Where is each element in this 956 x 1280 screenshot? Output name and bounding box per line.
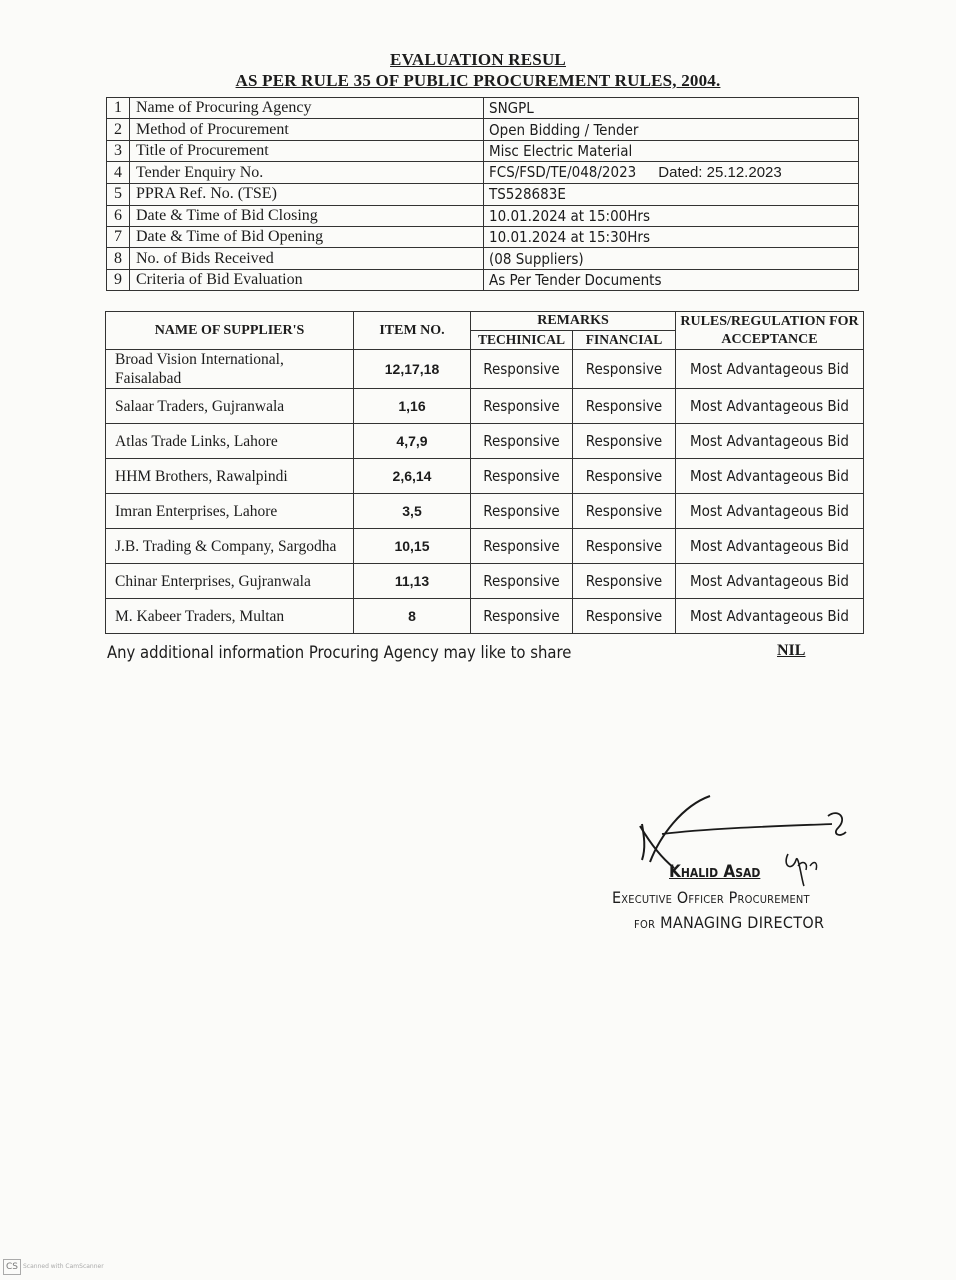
technical-remark: Responsive <box>471 350 573 389</box>
info-value-cell <box>484 205 859 226</box>
info-label: Date & Time of Bid Opening <box>130 226 484 247</box>
info-row <box>107 119 859 140</box>
info-row <box>107 248 859 269</box>
supplier-name: J.B. Trading & Company, Sargodha <box>106 529 354 564</box>
financial-remark: Responsive <box>573 494 676 529</box>
table-row <box>106 599 864 634</box>
technical-remark: Responsive <box>471 424 573 459</box>
table-row <box>106 424 864 459</box>
info-row <box>107 226 859 247</box>
info-number: 1 <box>107 98 130 119</box>
signatory-for-line: for MANAGING DIRECTOR <box>634 913 825 932</box>
header-remarks: REMARKS <box>471 312 676 331</box>
item-numbers: 10,15 <box>354 529 471 564</box>
signatory-title: Executive Officer Procurement <box>612 888 810 907</box>
supplier-name: Imran Enterprises, Lahore <box>106 494 354 529</box>
header-rules-regulation: RULES/REGULATION FOR ACCEPTANCE <box>676 312 864 350</box>
info-value: SNGPL <box>489 99 534 118</box>
table-row <box>106 459 864 494</box>
info-value: TS528683E <box>489 185 566 204</box>
additional-info-text: Any additional information Procuring Agency may like to share <box>107 643 572 662</box>
item-numbers: 1,16 <box>354 389 471 424</box>
item-numbers: 4,7,9 <box>354 424 471 459</box>
info-row <box>107 269 859 290</box>
info-value: FCS/FSD/TE/048/2023 <box>489 163 637 182</box>
info-row <box>107 205 859 226</box>
supplier-name: Broad Vision International, Faisalabad <box>106 350 354 389</box>
acceptance-rule: Most Advantageous Bid <box>676 350 864 389</box>
info-value: 10.01.2024 at 15:00Hrs <box>489 206 650 225</box>
supplier-table-body <box>106 350 864 634</box>
item-numbers: 2,6,14 <box>354 459 471 494</box>
info-number: 9 <box>107 269 130 290</box>
info-label: Title of Procurement <box>130 140 484 161</box>
info-value: As Per Tender Documents <box>489 270 662 289</box>
header-supplier-name: NAME OF SUPPLIER'S <box>106 312 354 350</box>
item-numbers: 11,13 <box>354 564 471 599</box>
technical-remark: Responsive <box>471 494 573 529</box>
info-value: (08 Suppliers) <box>489 249 584 268</box>
header-technical: TECHINICAL <box>471 331 573 350</box>
info-number: 4 <box>107 162 130 184</box>
info-label: No. of Bids Received <box>130 248 484 269</box>
supplier-name: HHM Brothers, Rawalpindi <box>106 459 354 494</box>
info-row <box>107 162 859 184</box>
info-label: Name of Procuring Agency <box>130 98 484 119</box>
info-number: 7 <box>107 226 130 247</box>
camscanner-watermark: Scanned with CamScanner <box>23 1263 104 1270</box>
financial-remark: Responsive <box>573 599 676 634</box>
technical-remark: Responsive <box>471 564 573 599</box>
technical-remark: Responsive <box>471 459 573 494</box>
table-row <box>106 350 864 389</box>
acceptance-rule: Most Advantageous Bid <box>676 599 864 634</box>
info-row <box>107 140 859 161</box>
info-label: Method of Procurement <box>130 119 484 140</box>
supplier-name: Salaar Traders, Gujranwala <box>106 389 354 424</box>
acceptance-rule: Most Advantageous Bid <box>676 494 864 529</box>
info-dated: Dated: 25.12.2023 <box>658 164 782 182</box>
info-row <box>107 98 859 119</box>
procurement-info-table <box>106 97 859 291</box>
financial-remark: Responsive <box>573 459 676 494</box>
acceptance-rule: Most Advantageous Bid <box>676 389 864 424</box>
supplier-name: Atlas Trade Links, Lahore <box>106 424 354 459</box>
info-number: 8 <box>107 248 130 269</box>
info-label: Date & Time of Bid Closing <box>130 205 484 226</box>
supplier-name: M. Kabeer Traders, Multan <box>106 599 354 634</box>
document-subtitle: AS PER RULE 35 OF PUBLIC PROCUREMENT RULES, 2004. <box>235 71 721 90</box>
acceptance-rule: Most Advantageous Bid <box>676 529 864 564</box>
supplier-evaluation-table <box>105 311 864 634</box>
financial-remark: Responsive <box>573 424 676 459</box>
info-value-cell <box>484 184 859 205</box>
table-row <box>106 389 864 424</box>
info-number: 2 <box>107 119 130 140</box>
info-label: Criteria of Bid Evaluation <box>130 269 484 290</box>
financial-remark: Responsive <box>573 389 676 424</box>
signatory-name: Khalid Asad <box>669 862 761 882</box>
info-label: Tender Enquiry No. <box>130 162 484 184</box>
header-financial: FINANCIAL <box>573 331 676 350</box>
info-value-cell <box>484 269 859 290</box>
document-title: EVALUATION RESUL <box>390 50 566 69</box>
info-value-cell <box>484 226 859 247</box>
info-value-cell <box>484 98 859 119</box>
technical-remark: Responsive <box>471 529 573 564</box>
financial-remark: Responsive <box>573 350 676 389</box>
info-label: PPRA Ref. No. (TSE) <box>130 184 484 205</box>
financial-remark: Responsive <box>573 529 676 564</box>
acceptance-rule: Most Advantageous Bid <box>676 424 864 459</box>
camscanner-logo-icon: CS <box>3 1259 21 1275</box>
info-value: 10.01.2024 at 15:30Hrs <box>489 228 650 247</box>
info-number: 3 <box>107 140 130 161</box>
item-numbers: 3,5 <box>354 494 471 529</box>
item-numbers: 8 <box>354 599 471 634</box>
item-numbers: 12,17,18 <box>354 350 471 389</box>
header-item-no: ITEM NO. <box>354 312 471 350</box>
additional-info-value: NIL <box>777 642 806 659</box>
acceptance-rule: Most Advantageous Bid <box>676 564 864 599</box>
info-number: 5 <box>107 184 130 205</box>
technical-remark: Responsive <box>471 599 573 634</box>
info-value: Misc Electric Material <box>489 141 633 160</box>
info-number: 6 <box>107 205 130 226</box>
info-value-cell <box>484 162 859 184</box>
info-row <box>107 184 859 205</box>
acceptance-rule: Most Advantageous Bid <box>676 459 864 494</box>
technical-remark: Responsive <box>471 389 573 424</box>
financial-remark: Responsive <box>573 564 676 599</box>
table-row <box>106 564 864 599</box>
info-value: Open Bidding / Tender <box>489 120 639 139</box>
supplier-name: Chinar Enterprises, Gujranwala <box>106 564 354 599</box>
info-value-cell <box>484 140 859 161</box>
info-value-cell <box>484 248 859 269</box>
table-row <box>106 494 864 529</box>
table-row <box>106 529 864 564</box>
procurement-info-body <box>107 98 859 291</box>
info-value-cell <box>484 119 859 140</box>
